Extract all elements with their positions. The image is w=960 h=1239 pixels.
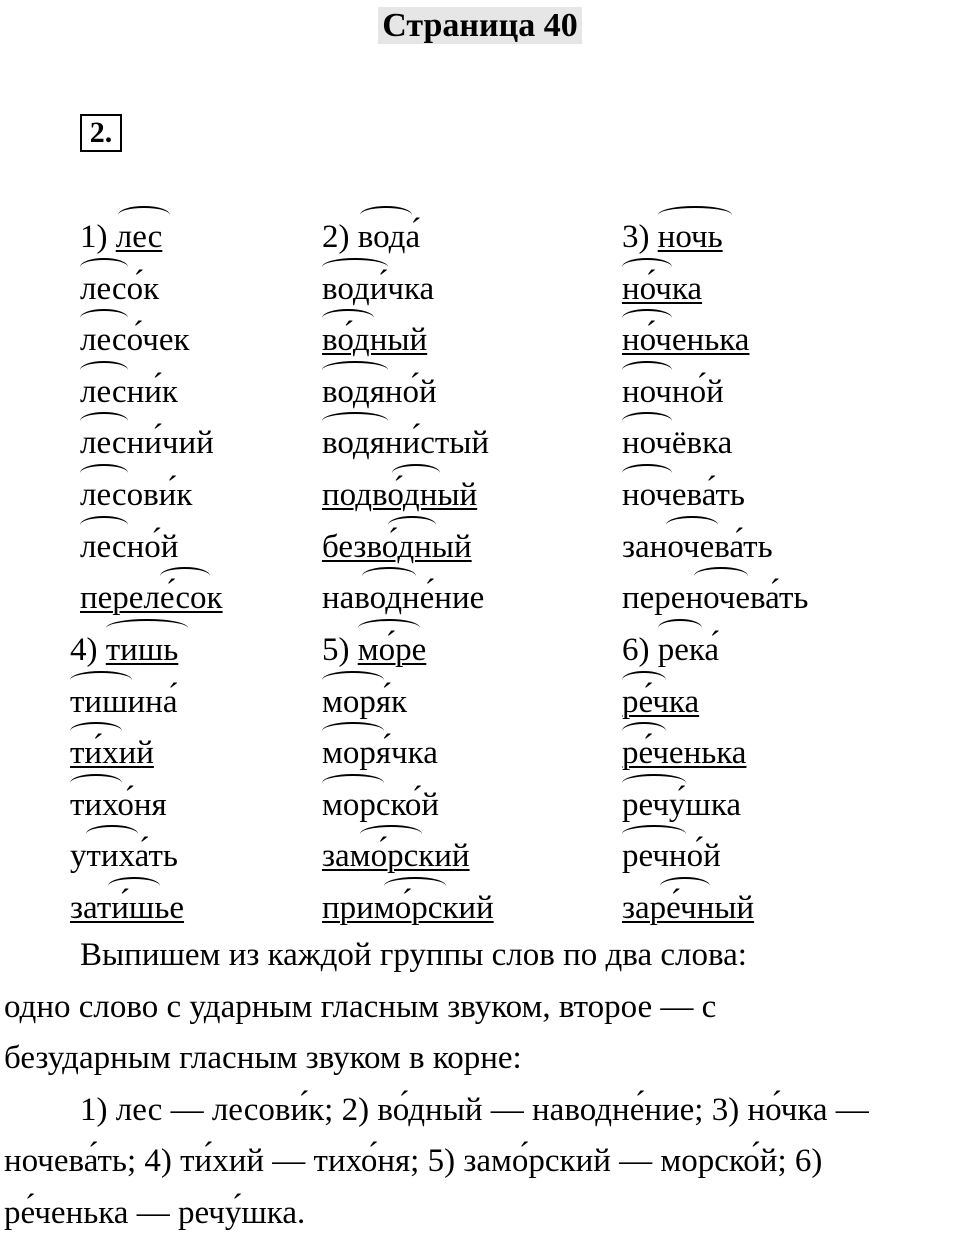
explanation-paragraph xyxy=(4,930,954,1239)
word: наводне́ние xyxy=(322,573,484,625)
root-word: мо́ре xyxy=(358,625,427,677)
page-title: Страница 40 xyxy=(0,6,960,46)
word: моря́к xyxy=(322,677,407,729)
word: замо́рский xyxy=(322,831,470,883)
group-number: 2) xyxy=(322,219,350,255)
group-number: 3) xyxy=(622,219,650,255)
word: во́дный xyxy=(322,315,427,367)
explanation-line: безударным гласным звуком в корне: xyxy=(4,1033,954,1085)
root-word: вода́ xyxy=(358,212,420,264)
word: моря́чка xyxy=(322,728,438,780)
word-group-2 xyxy=(322,212,489,625)
word: ночева́ть xyxy=(622,470,745,522)
word: речу́шка xyxy=(622,780,741,832)
group-number: 4) xyxy=(70,632,98,668)
exercise-number: 2. xyxy=(80,114,122,152)
word-group-3 xyxy=(622,212,808,625)
explanation-line: одно слово с ударным гласным звуком, второе — с xyxy=(4,982,954,1034)
word: но́чка xyxy=(622,264,702,316)
word: заре́чный xyxy=(622,883,754,935)
word: ночёвка xyxy=(622,418,732,470)
word: тишина́ xyxy=(70,677,177,729)
group-number: 6) xyxy=(622,632,650,668)
word: водяно́й xyxy=(322,367,437,419)
word: лесо́чек xyxy=(80,315,190,367)
word: заночева́ть xyxy=(622,522,773,574)
word: ти́хий xyxy=(70,728,154,780)
word-group-4 xyxy=(70,625,184,935)
word: подво́дный xyxy=(322,470,477,522)
root-word: тишь xyxy=(106,625,179,677)
group-number: 5) xyxy=(322,632,350,668)
word: переле́сок xyxy=(80,573,223,625)
word: води́чка xyxy=(322,264,434,316)
word: безво́дный xyxy=(322,522,472,574)
root-word: лес xyxy=(116,212,163,264)
word: лесни́чий xyxy=(80,418,214,470)
word: примо́рский xyxy=(322,883,494,935)
root-word: ночь xyxy=(658,212,723,264)
word: но́ченька xyxy=(622,315,749,367)
word-group-6 xyxy=(622,625,754,935)
word-group-5 xyxy=(322,625,494,935)
word: морско́й xyxy=(322,780,439,832)
word: ночно́й xyxy=(622,367,724,419)
word: лесно́й xyxy=(80,522,178,574)
word: зати́шье xyxy=(70,883,184,935)
word: речно́й xyxy=(622,831,721,883)
explanation-line: Выпишем из каждой группы слов по два слова: xyxy=(4,930,954,982)
answer-text: 1) лес — лесови́к; 2) во́дный — наводне́ние; 3) но́чка — ночева́ть; 4) ти́хий — тихо́ня; 5) замо́рский — морско́й; 6) ре́ченька — речу́шка. xyxy=(4,1085,954,1239)
word: лесни́к xyxy=(80,367,178,419)
word: ре́ченька xyxy=(622,728,746,780)
word: переночева́ть xyxy=(622,573,808,625)
word: лесови́к xyxy=(80,470,192,522)
word: водяни́стый xyxy=(322,418,489,470)
word-group-1 xyxy=(80,212,223,625)
word: лесо́к xyxy=(80,264,159,316)
word: ре́чка xyxy=(622,677,699,729)
group-number: 1) xyxy=(80,219,108,255)
root-word: река́ xyxy=(658,625,719,677)
word: тихо́ня xyxy=(70,780,167,832)
word: утиха́ть xyxy=(70,831,178,883)
